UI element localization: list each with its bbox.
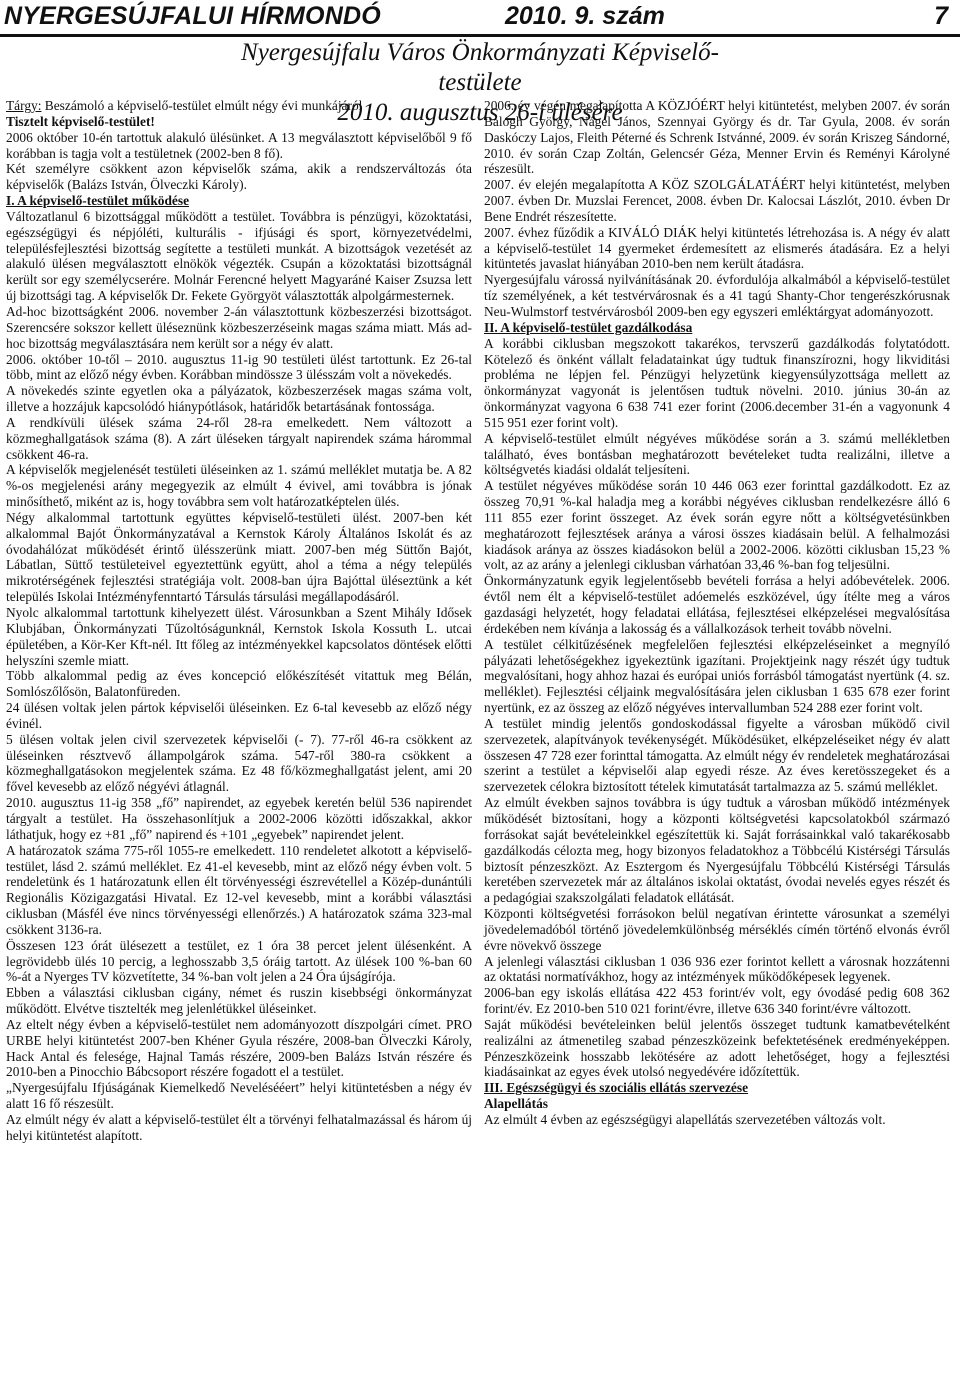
paragraph: Az eltelt négy évben a képviselő-testület nem adományozott díszpolgári címet. PRO URBE helyi kitüntetést 2007-ben Khéner Gyula részére, 2008-ban Ölveczki Károly, Hack Antal és felesége, Hajnal Tamás részére, 2009-ben Balázs István részére és 2010-ben a Pinocchio Bábcsoport részére fogadott el a testület.: [6, 1016, 472, 1080]
paragraph: 24 ülésen voltak jelen pártok képviselői üléseinken. Ez 6-tal kevesebb az előző négy évinél.: [6, 700, 472, 731]
subsection-heading: Alapellátás: [484, 1096, 548, 1112]
paragraph: 2007. évhez fűződik a KIVÁLÓ DIÁK helyi kitüntetés létrehozása is. A négy év alatt a képviselő-testület 14 gyermeket érdemesített az elismerés átadására. Ez a helyi kitüntetés javaslat hiányában 2010-ben nem került átadásra.: [484, 224, 950, 272]
paragraph: A rendkívüli ülések száma 24-ről 28-ra emelkedett. Nem változott a közmeghallgatások száma (8). A zárt üléseken tárgyalt napirendek száma hárommal csökkent 46-ra.: [6, 414, 472, 462]
section-3-heading: III. Egészségügyi és szociális ellátás szervezése: [484, 1080, 749, 1096]
paragraph: 2006. év végén megalapította A KÖZJÓÉRT helyi kitüntetést, melyben 2007. év során Balogh György, Nágel János, Szennyai György és dr. Tar Gyula, 2008. év során Daskóczy Lajos, Fleith Péterné és Schrenk Istvánné, 2009. év során Kriszeg Sándorné, 2010. év során Czap Zoltán, Gelencsér Géza, Menner Ervin és Reményi Károlyné részesült.: [484, 98, 950, 177]
paragraph: A testület négyéves működése során 10 446 063 ezer forinttal gazdálkodott. Ez az összeg 70,91 %-kal haladja meg a korábbi négyéves ciklusban rendelkezésre álló 6 111 855 ezer forint összeget. Az évek során egyre nőtt a költségvetésünkben meghatározott fejlesztések aránya a városi összes kiadásain belül. A felhalmozási kiadások aránya az összes kiadásokon belül a 2002-2006. közötti ciklusban 15,23 % volt, az az arány a jelenlegi ciklusban várhatóan 33,46 %-ban fog teljesülni.: [484, 478, 950, 573]
paragraph: Összesen 123 órát ülésezett a testület, ez 1 óra 38 percet jelent ülésenként. A legrövidebb ülés 10 percig, a leghosszabb 3,5 óráig tartott. Az ülések 100 %-ban 60 %-át a Nyerges TV közvetítette, 34 %-ban volt jelen a 24 Óra újságírója.: [6, 937, 472, 985]
title-line-1: Nyergesújfalu Város Önkormányzati Képviselő-testülete: [241, 39, 719, 96]
paragraph: Központi költségvetési forrásokon belül negatívan érintette városunkat a személyi jövedelemadóból történő jövedelemkülönbség mérséklés címén történő elvonás évről évre növekvő összege: [484, 906, 950, 953]
paragraph: A korábbi ciklusban megszokott takarékos, tervszerű gazdálkodás folytatódott. Kötelező és önként vállalt feladatainkat úgy tudtuk finanszírozni, hogy likviditási probléma ne lépjen fel. Pénzügyi helyzetünk kiegyensúlyzottsága mellett az önkormányzat vagyonát is jelentősen tudtuk növelni. 2010. június 30-án az önkormányzat vagyona 6 638 741 ezer forint (2006.december 31-én a vagyonunk 4 515 951 ezer forint volt).: [484, 335, 950, 430]
paragraph: A képviselő-testület elmúlt négyéves működése során a 3. számú mellékletben található, éves bontásban meghatározott bevételeket tudta realizálni, illetve a költségvetés kiadási oldalát teljesíteni.: [484, 430, 950, 478]
salutation: Tisztelt képviselő-testület!: [6, 113, 155, 129]
paragraph: A testület célkitűzésének megfelelően fejlesztési elképzeléseinket a megnyíló pályázati lehetőségekhez igyekeztünk igazítani. Projektjeink nagy részét úgy tudtuk megvalósítani, hogy ahhoz hazai és európai uniós forrásból támogatást nyertünk (4. sz. melléklet). Fejlesztési céljaink megvalósítására jelen ciklusban 1 635 678 ezer forint nyertünk, ez az összeg az előző négyéves intervallumban 524 288 ezer forint volt.: [484, 636, 950, 716]
paragraph: 2006. október 10-től – 2010. augusztus 11-ig 90 testületi ülést tartottunk. Ez 26-tal több, mint az előző négy évben. Korábban mindössze 3 ülésszám volt a növekedés.: [6, 351, 472, 383]
paragraph: Változatlanul 6 bizottsággal működött a testület. Továbbra is pénzügyi, közoktatási, egészségügyi és népjóléti, kulturális - ifjúsági és sport, környezetvédelmi, településfejlesztési bizottság segítette a testületi munkát. A bizottságok vezetését az alakuló ülésen megválasztott elnökök végezték. Csupán a közoktatási bizottságnál került sor egy személycserére. Molnár Ferencné helyett Magyaráné Kaiser Zsuzsa lett új bizottsági tag. A képviselők Dr. Fekete Györgyöt választották alpolgármesternek.: [6, 208, 472, 304]
subject-label: Tárgy:: [6, 98, 42, 113]
paragraph: „Nyergesújfalu Ifjúságának Kiemelkedő Nevelésééert” helyi kitüntetésben a négy év alatt 16 fő részesült.: [6, 1080, 472, 1112]
paragraph: Saját működési bevételeinken belül jelentős összeget tudtunk kamatbevételként realizálni az átmenetileg szabad pénzeszközeink befektetésének eredményeképpen. Pénzeszközeink hosszabb lekötésére az adott lehetőséget, hogy a fejlesztési kiadásainkat az egyes évek utolsó negyedévére időzítettük.: [484, 1016, 950, 1080]
section-2-heading: II. A képviselő-testület gazdálkodása: [484, 319, 693, 335]
page-number: 7: [934, 2, 948, 30]
paragraph: Ad-hoc bizottságként 2006. november 2-án választottunk közbeszerzési bizottságot. Szerencsére sokszor kellett üléseznünk közbeszerzéseink magas száma miatt. Más ad-hoc bizottság megválasztására nem került sor a négy év alatt.: [6, 303, 472, 351]
issue-number: 2010. 9. szám: [505, 2, 665, 30]
paragraph: 2006 október 10-én tartottuk alakuló ülésünket. A 13 megválasztott képviselőből 9 fő korábban is tagja volt a testületnek (2002-ben 8 fő).: [6, 129, 472, 161]
title-line-2: 2010. augusztus 26-i ülésére: [337, 99, 623, 126]
paragraph: Ebben a választási ciklusban cigány, német és ruszin kisebbségi önkormányzat működött. Elvétve tisztelték meg jelenlétükkel üléseinket.: [6, 985, 472, 1017]
masthead: [0, 0, 960, 37]
paragraph: Az elmúlt években sajnos továbbra is úgy tudtuk a városban működő intézmények működését biztosítani, hogy a központi költségvetési kapcsolatokból származó forrásokat saját bevételeinkkel egészítettük ki. Saját forrásainkkal való takarékosabb gazdálkodás célozta meg, hogy bizonyos feladatokhoz a Többcélú Kistérségi Társulás biztosít pénzeszközt. Az Esztergom és Nyergesújfalu Többcélú Kistérségi Társulás keretében szervezetek már az általános iskolai oktatást, óvodai nevelés egyes részét és a pedagógiai szakszolgálati feladatok ellátását.: [484, 795, 950, 906]
left-column: [6, 98, 472, 1144]
paragraph: Négy alkalommal tartottunk együttes képviselő-testületi ülést. 2007-ben két alkalommal Bajót Önkormányzatával a Kernstok Károly Általános Iskolát és az óvodahálózat működését érintő ülésszerünk miatt. 2007-ben még Süttőn Bajót, Lábatlan, Süttő testületeivel egyeztettünk együtt, ahol a téma a négy település mikrotérségének fejlesztési stratégiája volt. 2008-ban újra Bajóttal üléseztünk a két település Iskolai Intézményfenntartó Társulás társulási megállapodásáról.: [6, 509, 472, 605]
paragraph: A képviselők megjelenését testületi üléseinken az 1. számú melléklet mutatja be. A 82 %-os megjelenési arány megegyezik az elmúlt 4 évivel, ami továbbra is jónak minősíthető, miként az is, hogy továbbra sem volt határozatképtelen ülés.: [6, 462, 472, 510]
paragraph: 2007. év elején megalapította A KÖZ SZOLGÁLATÁÉRT helyi kitüntetést, melyben 2007. évben Dr. Muzslai Ferencet, 2008. évben Dr. Kalocsai Lászlót, 2010. évben Dr Bene Endrét részesítette.: [484, 177, 950, 224]
paragraph: A testület mindig jelentős gondoskodással figyelte a városban működő civil szervezetek, alapítványok tevékenységét. Működésüket, elképzeléseiket négy év alatt összesen 47 728 ezer forinttal támogatta. Az elmúlt négy év rendeletek meghatározásai szerint a testület a képviselői alap egyedi része. Az éves keretösszegeket és a szervezetek célokra biztosított tételek kimutatását tartalmazza az 5. számú melléklet.: [484, 715, 950, 795]
paper-name: NYERGESÚJFALUI HÍRMONDÓ: [4, 2, 381, 30]
subject-text: Beszámoló a képviselő-testület elmúlt négy évi munkájáról: [41, 98, 363, 113]
section-1-heading: I. A képviselő-testület működése: [6, 193, 190, 209]
paragraph: 2006-ban egy iskolás ellátása 422 453 forint/év volt, egy óvodásé pedig 608 362 forint/év. Ez 2010-ben 510 021 forint/évre, illetve 636 340 forint/évre változott.: [484, 985, 950, 1017]
paragraph: Több alkalommal pedig az éves koncepció előkészítését vitattuk meg Bélán, Somlószőlősön, Balatonfüreden.: [6, 668, 472, 700]
paragraph: Nyergesújfalu várossá nyilvánításának 20. évfordulója alkalmából a képviselő-testület tíz személyének, a két testvérvárosnak és a 41 tagú Shanty-Chor tengerészkórusnak Neu-Wulmstorf testvérvárosból 2009-ben egy egyszeri emléktárgyat adományozott.: [484, 272, 950, 319]
paragraph: Az elmúlt 4 évben az egészségügyi alapellátás szervezetében változás volt.: [484, 1112, 886, 1127]
paragraph: 5 ülésen voltak jelen civil szervezetek képviselői (- 7). 77-ről 46-ra csökkent az üléseinken résztvevő állampolgárok száma. 547-ről 380-ra csökkent a közmeghallgatásokon megjelentek száma. Ez 48 fő/közmeghallgatást jelent, ami 20 fővel kevesebb az előző négyévi átlagnál.: [6, 731, 472, 795]
paragraph: 2010. augusztus 11-ig 358 „fő” napirendet, az egyebek keretén belül 536 napirendet tárgyalt a testület. Ha összehasonlítjuk a 2002-2006 közötti időszakkal, akkor láthatjuk, hogy ez +81 „fő” napirend és +101 „egyebek” napirendet jelent.: [6, 795, 472, 842]
paragraph: Két személyre csökkent azon képviselők száma, akik a rendszerváltozás óta képviselők (Balázs István, Ölveczki Károly).: [6, 161, 472, 193]
paragraph: A határozatok száma 775-ről 1055-re emelkedett. 110 rendeletet alkotott a képviselő-testület, lásd 2. számú melléklet. Ez 41-el kevesebb, mint az előző négy évben volt. 5 rendeletünk és 1 határozatunk ellen élt törvényességi észrevétellel a Közép-dunántúli Regionális Közigazgatási Hivatal. Ez 12-vel kevesebb, mint a korábbi választási ciklusban (Másfél éve nincs törvényességi ellenőrzés.) A határozatok száma 323-mal csökkent 3136-ra.: [6, 842, 472, 937]
paragraph: Az elmúlt négy év alatt a képviselő-testület élt a törvényi felhatalmazással és három új helyi kitüntetést alapított.: [6, 1112, 472, 1143]
paragraph: A növekedés szinte egyetlen oka a pályázatok, közbeszerzések magas száma volt, illetve a hozzájuk kapcsolódó hiánypótlások, határidők betartásának fontossága.: [6, 383, 472, 415]
subject-line: [6, 98, 472, 114]
paragraph: Önkormányzatunk egyik legjelentősebb bevételi forrása a helyi adóbevételek. 2006. évtől nem élt a képviselő-testület adóemelés eszközével, úgy ítélte meg a város gazdasági helyzetét, hogy feladatai ellátása, fejlesztései elképzelései megvalósítása érdekében nem kívánja a lakosság és a vállalkozások terheit tovább növelni.: [484, 573, 950, 636]
right-column: [484, 98, 950, 1128]
paragraph: A jelenlegi választási ciklusban 1 036 936 ezer forintot kellett a városnak hozzátenni az oktatási normatívákhoz, hogy az intézmények működőképesek legyenek.: [484, 953, 950, 985]
paragraph: Nyolc alkalommal tartottunk kihelyezett ülést. Városunkban a Szent Mihály Idősek Klubjában, Önkormányzati Tűzoltóságunknál, Kernstok Iskola Kossuth L. utcai épületében, a Kör-Ker Kft-nél. Itt főleg az intézményekkel kapcsolatos döntések előtti helyszíni szemle miatt.: [6, 605, 472, 668]
